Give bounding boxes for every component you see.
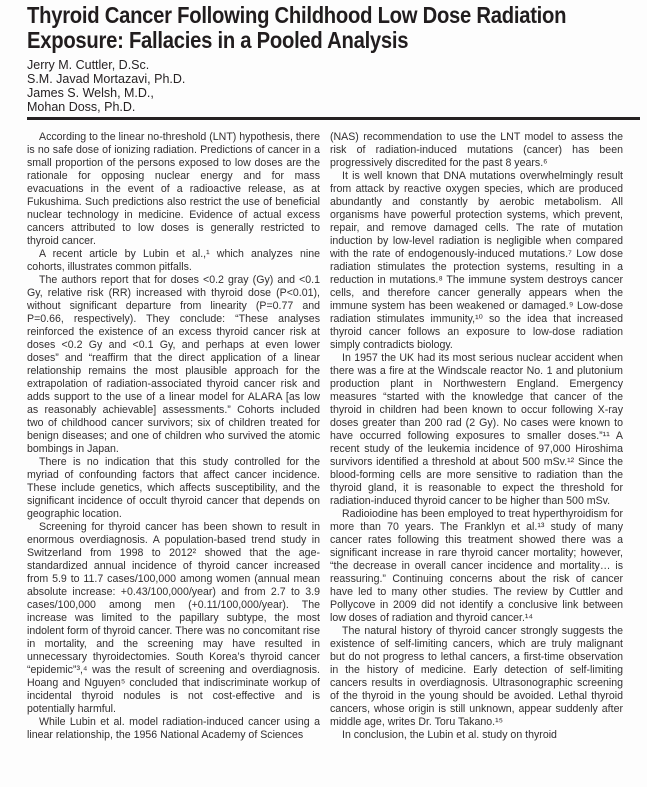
paragraph: The natural history of thyroid cancer strongly suggests the existence of self-limiting cancers, which are truly malignant but do not progress to lethal cancers, a first-time observation in the history of medicine. Early detection of self-limiting cancers results in overdiagnosis. Ultrasonographic screening of the thyroid in the young should be avoided. Lethal thyroid cancers, whose origin is still unknown, appear suddenly after middle age, writes Dr. Toru Takano.¹⁵ <box>330 625 623 728</box>
paragraph: (NAS) recommendation to use the LNT model to assess the risk of radiation-induced mutations (cancer) has been progressively discredited for the past 8 years.⁶ <box>330 131 623 169</box>
author-name: Jerry M. Cuttler, D.Sc. <box>27 58 150 72</box>
author-name: Mohan Doss, Ph.D. <box>27 100 136 114</box>
right-column <box>330 131 623 787</box>
article-title: Thyroid Cancer Following Childhood Low Dose Radiation Exposure: Fallacies in a Pooled Analysis <box>27 2 567 53</box>
paragraph: It is well known that DNA mutations overwhelmingly result from attack by reactive oxygen species, which are produced abundantly and constantly by aerobic metabolism. All organisms have powerful protection systems, which prevent, repair, and remove damaged cells. The rate of mutation induction by low-level radiation is negligible when compared with the rate of endogenously-induced mutations.⁷ Low dose radiation stimulates the protection systems, resulting in a reduction in mutations.⁸ The immune system destroys cancer cells, and therefore cancer generally appears when the immune system has been weakened or damaged.⁹ Low-dose radiation stimulates immunity,¹⁰ so the idea that increased thyroid cancer follows an exposure to low-dose radiation simply contradicts biology. <box>330 170 623 351</box>
author-name: James S. Welsh, M.D., <box>27 86 154 100</box>
paragraph: There is no indication that this study controlled for the myriad of confounding factors that affect cancer incidence. These include genetics, which affects susceptibility, and the significant incidence of occult thyroid cancer that depends on geographic location. <box>27 456 320 520</box>
article-body <box>27 131 623 787</box>
paragraph: In conclusion, the Lubin et al. study on thyroid <box>342 729 557 741</box>
paragraph: Radioiodine has been employed to treat hyperthyroidism for more than 70 years. The Franklyn et al.¹³ study of many cancer rates following this treatment showed there was a significant increase in rare thyroid cancer mortality; however, “the decrease in overall cancer incidence and mortality… is reassuring.” Continuing concerns about the risk of cancer have led to many other studies. The review by Cuttler and Pollycove in 2009 did not identify a conclusive link between low doses of radiation and thyroid cancer.¹⁴ <box>330 508 623 624</box>
title-divider <box>27 117 640 120</box>
left-column <box>27 131 320 787</box>
paragraph: Screening for thyroid cancer has been shown to result in enormous overdiagnosis. A population-based trend study in Switzerland from 1998 to 2012² showed that the age-standardized annual incidence of thyroid cancer increased from 5.9 to 11.7 cases/100,000 among women (annual mean absolute increase: +0.43/100,000/year) and from 2.7 to 3.9 cases/100,000 among men (+0.11/100,000/year). The increase was limited to the papillary subtype, the most indolent form of thyroid cancer. There was no concomitant rise in mortality, and the screening may have resulted in unnecessary thyroidectomies. South Korea’s thyroid cancer “epidemic”³,⁴ was the result of screening and overdiagnosis. Hoang and Nguyen⁵ concluded that indiscriminate workup of incidental thyroid nodules is not cost-effective and is potentially harmful. <box>27 521 320 715</box>
paragraph: The authors report that for doses <0.2 gray (Gy) and <0.1 Gy, relative risk (RR) increased with thyroid dose (P<0.01), without significant departure from linearity (P=0.77 and P=0.66, respectively). They conclude: “These analyses reinforced the existence of an excess thyroid cancer risk at doses <0.2 Gy and <0.1 Gy, and perhaps at even lower doses” and “reaffirm that the direct application of a linear relationship remains the most plausible approach for the extrapolation of radiation-associated thyroid cancer risk and adds support to the use of a linear model for ALARA [as low as reasonably achievable] assessments.” Cohorts included two of childhood cancer survivors; six of children treated for benign diseases; and one of children who survived the atomic bombings in Japan. <box>27 274 320 455</box>
paragraph: According to the linear no-threshold (LNT) hypothesis, there is no safe dose of ionizing radiation. Predictions of cancer in a small proportion of the persons exposed to low doses are the rationale for opposing nuclear energy and for mass evacuations in the event of a radioactive release, as at Fukushima. Such predictions also restrict the use of beneficial nuclear technology in medicine. Evidence of actual excess cancers attributed to low doses is generally restricted to thyroid cancer. <box>27 131 320 247</box>
paragraph: A recent article by Lubin et al.,¹ which analyzes nine cohorts, illustrates common pitfalls. <box>27 248 320 273</box>
paragraph: In 1957 the UK had its most serious nuclear accident when there was a fire at the Windscale reactor No. 1 and plutonium production plant in Northwestern England. Emergency measures “started with the knowledge that cancer of the thyroid in children had been known to occur following X-ray doses greater than 200 rad (2 Gy). No cases were known to have occurred following exposures to smaller doses.”¹¹ A recent study of the leukemia incidence of 97,000 Hiroshima survivors identified a threshold at about 500 mSv.¹² Since the blood-forming cells are more sensitive to radiation than the thyroid gland, it is reasonable to expect the threshold for radiation-induced thyroid cancer to be higher than 500 mSv. <box>330 352 623 507</box>
paragraph: While Lubin et al. model radiation-induced cancer using a linear relationship, the 1956 National Academy of Sciences <box>27 716 320 741</box>
author-name: S.M. Javad Mortazavi, Ph.D. <box>27 72 186 86</box>
author-list <box>27 58 185 114</box>
